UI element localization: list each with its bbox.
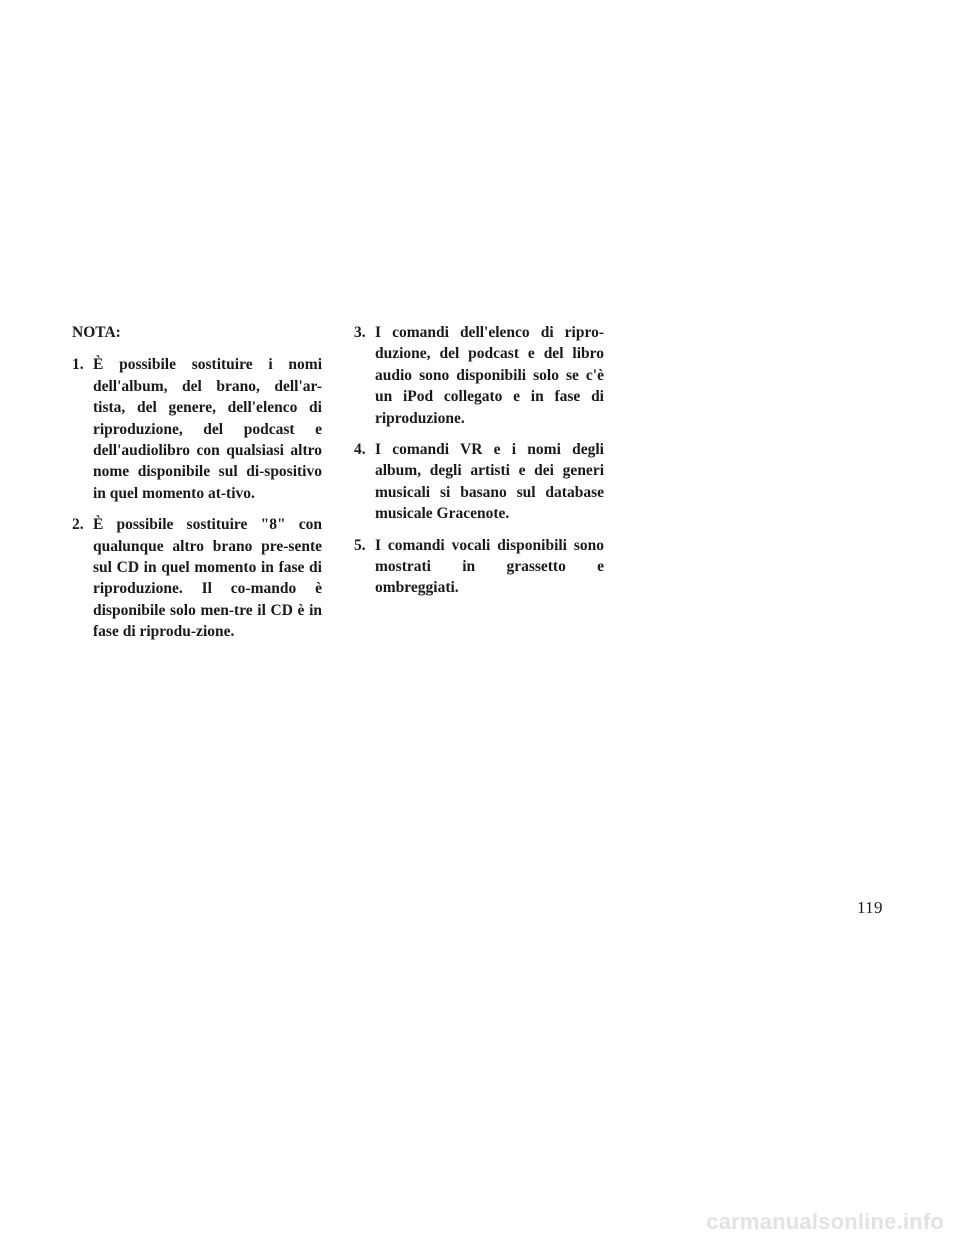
note-item-2 (72, 514, 322, 642)
note-item-text: I comandi vocali disponibili sono mostrati in grassetto e ombreggiati. (375, 536, 604, 597)
note-item-number: 2. (72, 516, 84, 534)
note-item-3 (354, 322, 604, 429)
note-item-number: 5. (354, 536, 366, 554)
note-item-4 (354, 439, 604, 525)
note-item-5 (354, 535, 604, 599)
site-watermark: carmanualsonline.info (706, 1209, 944, 1234)
note-item-number: 4. (354, 441, 366, 459)
note-item-text: I comandi VR e i nomi degli album, degli artisti e dei generi musicali si basano sul database musicale Gracenote. (375, 441, 604, 523)
note-item-text: È possibile sostituire "8" con qualunque altro brano pre-sente sul CD in quel momento in fase di riproduzione. Il co-mando è disponibile solo men-tre il CD è in fase di riprodu-zione. (93, 516, 322, 641)
note-item-text: I comandi dell'elenco di ripro-duzione, del podcast e del libro audio sono disponibili solo se c'è un iPod collegato e in fase di riproduzione. (375, 324, 604, 427)
note-item-text: È possibile sostituire i nomi dell'album, del brano, dell'ar-tista, del genere, dell'elenco di riproduzione, del podcast e dell'audiolibro con qualsiasi altro nome disponibile sul di-spositivo in quel momento at-tivo. (93, 356, 322, 502)
note-item-number: 3. (354, 324, 366, 341)
page-number: 119 (857, 898, 883, 917)
note-heading: NOTA: (72, 324, 121, 341)
note-item-number: 1. (72, 356, 84, 374)
note-item-1 (72, 354, 322, 504)
note-column-left (72, 322, 322, 653)
note-column-right (354, 322, 604, 609)
